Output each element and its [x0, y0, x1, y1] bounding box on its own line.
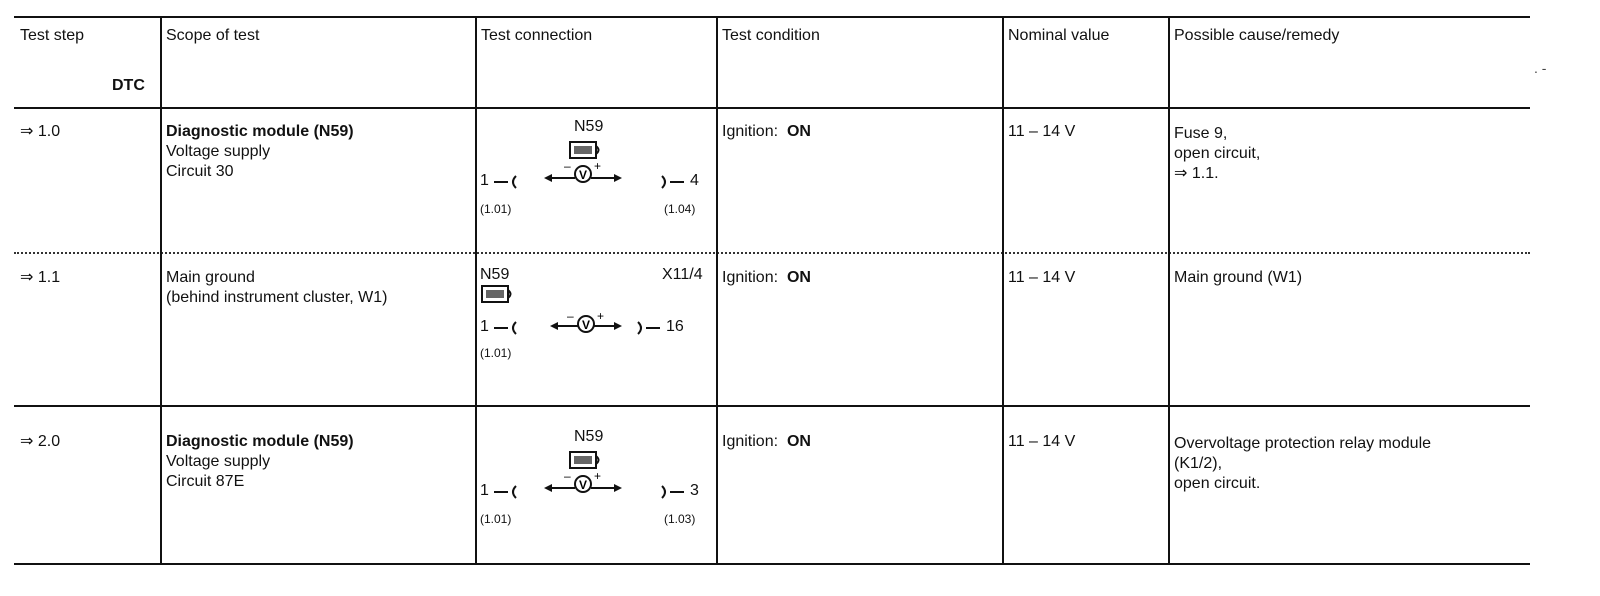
left-pin-sub: (1.01): [480, 512, 512, 526]
header-condition: Test condition: [722, 27, 820, 44]
module-label: N59: [574, 428, 604, 445]
test-condition: Ignition: ON: [722, 123, 811, 140]
header-test-step: Test step: [20, 27, 85, 44]
table-bottom-rule: [14, 563, 1530, 565]
svg-text:V: V: [579, 168, 588, 182]
svg-text:+: +: [594, 159, 602, 173]
test-step: ⇒ 2.0: [20, 433, 61, 450]
right-pin: 4: [690, 172, 699, 189]
table-top-rule: [14, 16, 1530, 18]
row-divider-dotted: [14, 252, 1530, 254]
test-connection-diagram: [478, 266, 718, 376]
nominal-value: 11 – 14 V: [1008, 269, 1076, 286]
header-bottom-rule: [14, 107, 1530, 109]
svg-text:–: –: [564, 159, 571, 173]
right-pin-sub: (1.03): [664, 512, 696, 526]
right-pin: 3: [690, 482, 699, 499]
left-pin: 1: [480, 172, 489, 189]
module-label: N59: [574, 118, 604, 135]
svg-text:–: –: [567, 309, 574, 323]
right-pin-sub: (1.04): [664, 202, 696, 216]
margin-mark: . -: [1534, 60, 1547, 76]
header-connection: Test connection: [481, 27, 593, 44]
test-condition: Ignition: ON: [722, 433, 811, 450]
cause-line: Overvoltage protection relay module: [1174, 435, 1432, 452]
svg-text:+: +: [594, 469, 602, 483]
cause-line: Fuse 9,: [1174, 125, 1228, 142]
scope-line: Main ground: [166, 269, 255, 286]
svg-text:V: V: [579, 478, 588, 492]
test-connection-diagram: [478, 428, 718, 538]
test-condition: Ignition: ON: [722, 269, 811, 286]
header-dtc: DTC: [112, 77, 145, 94]
test-connection-diagram: [478, 118, 718, 228]
svg-text:V: V: [582, 318, 591, 332]
svg-text:–: –: [564, 469, 571, 483]
scope-line: Circuit 30: [166, 163, 234, 180]
header-nominal: Nominal value: [1008, 27, 1110, 44]
right-pin: 16: [666, 318, 684, 335]
cause-line: Main ground (W1): [1174, 269, 1303, 286]
column-divider: [475, 16, 477, 565]
scope-title: Diagnostic module (N59): [166, 433, 354, 450]
row-divider: [14, 405, 1530, 407]
cause-line: (K1/2),: [1174, 455, 1223, 472]
column-divider: [1002, 16, 1004, 565]
scope-line: Voltage supply: [166, 143, 271, 160]
scope-line: Voltage supply: [166, 453, 271, 470]
header-cause: Possible cause/remedy: [1174, 27, 1340, 44]
column-divider: [1168, 16, 1170, 565]
left-pin-sub: (1.01): [480, 202, 512, 216]
module-label: N59: [480, 266, 510, 283]
scope-line: Circuit 87E: [166, 473, 245, 490]
scope-line: (behind instrument cluster, W1): [166, 289, 388, 306]
scope-title: Diagnostic module (N59): [166, 123, 354, 140]
left-pin: 1: [480, 482, 489, 499]
left-pin: 1: [480, 318, 489, 335]
svg-text:+: +: [597, 309, 605, 323]
test-step: ⇒ 1.0: [20, 123, 61, 140]
nominal-value: 11 – 14 V: [1008, 123, 1076, 140]
test-step: ⇒ 1.1: [20, 269, 61, 286]
cause-line: open circuit.: [1174, 475, 1261, 492]
column-divider: [160, 16, 162, 565]
cause-line: open circuit,: [1174, 145, 1261, 162]
nominal-value: 11 – 14 V: [1008, 433, 1076, 450]
header-scope: Scope of test: [166, 27, 260, 44]
cause-line: ⇒ 1.1.: [1174, 165, 1219, 182]
left-pin-sub: (1.01): [480, 346, 512, 360]
other-connector-label: X11/4: [662, 266, 703, 283]
